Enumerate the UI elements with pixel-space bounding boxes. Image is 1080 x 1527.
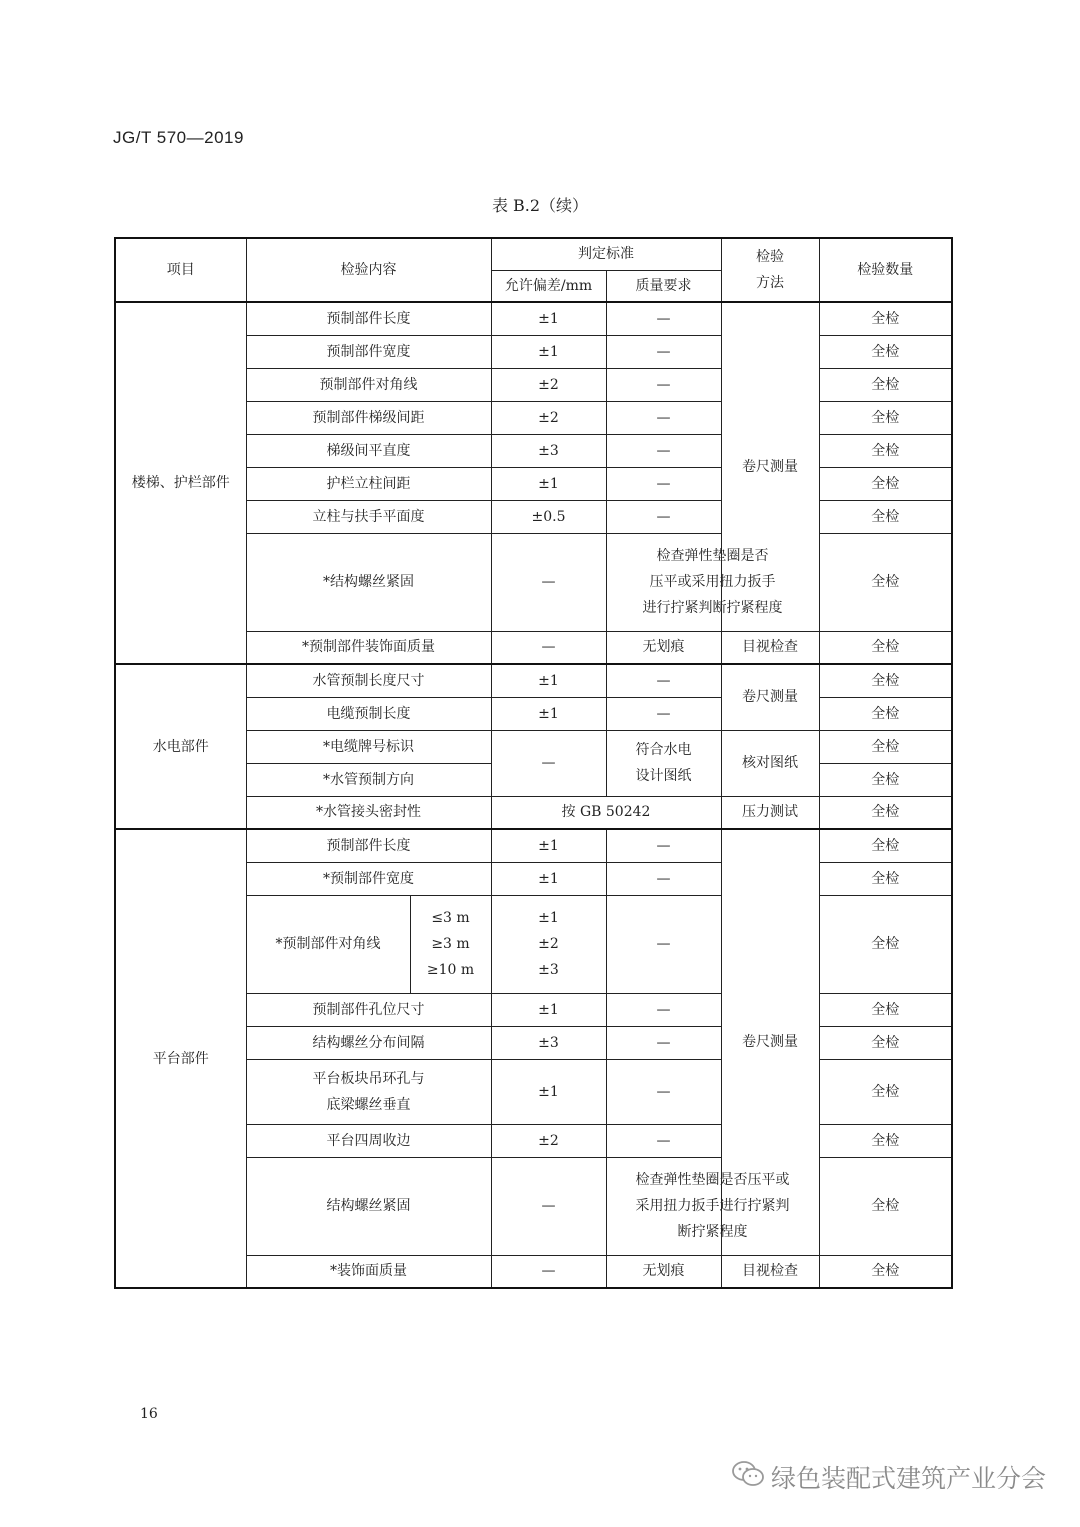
quality-line: 采用扭力扳手进行拧紧判 — [635, 1198, 790, 1214]
quality-cell — [606, 533, 819, 631]
quality-cell: — — [606, 895, 721, 993]
content-cell: 结构螺丝紧固 — [246, 1157, 491, 1255]
content-cell: 预制部件梯级间距 — [246, 401, 491, 434]
tolerance-line: ±2 — [538, 936, 559, 952]
quantity-cell: 全检 — [819, 500, 952, 533]
content-cell: *装饰面质量 — [246, 1255, 491, 1288]
criteria-cell: 按 GB 50242 — [491, 796, 721, 829]
quality-cell — [606, 730, 721, 796]
content-cell: *预制部件对角线 — [246, 895, 410, 993]
tolerance-cell: — — [491, 1255, 606, 1288]
quality-cell: — — [606, 401, 721, 434]
quality-cell: — — [606, 500, 721, 533]
quality-line: 进行拧紧判断拧紧程度 — [642, 600, 783, 616]
quality-line: 符合水电 — [635, 742, 692, 758]
content-cell: *预制部件宽度 — [246, 862, 491, 895]
range-line: ≤3 m — [431, 910, 470, 926]
quality-line: 检查弹性垫圈是否压平或 — [635, 1172, 790, 1188]
quantity-cell: 全检 — [819, 533, 952, 631]
tolerance-cell — [491, 895, 606, 993]
quantity-cell: 全检 — [819, 368, 952, 401]
quality-cell: — — [606, 1059, 721, 1124]
content-cell — [246, 1059, 491, 1124]
quality-cell: — — [606, 302, 721, 335]
method-cell: 压力测试 — [721, 796, 819, 829]
content-cell: 预制部件长度 — [246, 829, 491, 862]
table-title: 表 B.2（续） — [491, 196, 589, 215]
content-cell: *水管接头密封性 — [246, 796, 491, 829]
quality-line: 压平或采用扭力扳手 — [649, 574, 776, 590]
quantity-cell: 全检 — [819, 763, 952, 796]
range-cell — [410, 895, 491, 993]
group-stairs: 楼梯、护栏部件 — [115, 302, 246, 664]
method-cell: 卷尺测量 — [721, 302, 819, 631]
tolerance-cell: ±2 — [491, 1124, 606, 1157]
watermark — [731, 1459, 1046, 1495]
quality-cell: — — [606, 1026, 721, 1059]
header-criteria: 判定标准 — [491, 238, 721, 270]
content-cell: 护栏立柱间距 — [246, 467, 491, 500]
standard-code: JG/T 570—2019 — [113, 128, 244, 147]
quantity-cell: 全检 — [819, 1255, 952, 1288]
quality-cell — [606, 1157, 819, 1255]
tolerance-line: ±1 — [538, 910, 559, 926]
range-line: ≥3 m — [431, 936, 470, 952]
content-cell: 电缆预制长度 — [246, 697, 491, 730]
quality-cell: 无划痕 — [606, 631, 721, 664]
quantity-cell: 全检 — [819, 697, 952, 730]
tolerance-cell: ±1 — [491, 467, 606, 500]
quality-cell: — — [606, 862, 721, 895]
content-cell: 预制部件长度 — [246, 302, 491, 335]
method-cell: 卷尺测量 — [721, 664, 819, 730]
tolerance-cell: ±1 — [491, 302, 606, 335]
quality-cell: — — [606, 993, 721, 1026]
quantity-cell: 全检 — [819, 401, 952, 434]
content-cell: 立柱与扶手平面度 — [246, 500, 491, 533]
tolerance-cell: ±1 — [491, 335, 606, 368]
page-number: 16 — [140, 1406, 158, 1422]
tolerance-cell: ±2 — [491, 368, 606, 401]
content-line: 底梁螺丝垂直 — [326, 1096, 411, 1113]
content-cell: 水管预制长度尺寸 — [246, 664, 491, 697]
method-cell: 目视检查 — [721, 631, 819, 664]
group-plumbing: 水电部件 — [115, 664, 246, 829]
quality-cell: — — [606, 829, 721, 862]
tolerance-cell: ±1 — [491, 993, 606, 1026]
quantity-cell: 全检 — [819, 993, 952, 1026]
quantity-cell: 全检 — [819, 862, 952, 895]
content-cell: *结构螺丝紧固 — [246, 533, 491, 631]
content-cell: *预制部件装饰面质量 — [246, 631, 491, 664]
header-method-text: 检验方法 — [756, 249, 784, 291]
tolerance-line: ±3 — [538, 962, 559, 978]
quantity-cell: 全检 — [819, 302, 952, 335]
quantity-cell: 全检 — [819, 1026, 952, 1059]
quality-line: 设计图纸 — [635, 768, 692, 784]
quality-cell: — — [606, 664, 721, 697]
quantity-cell: 全检 — [819, 1124, 952, 1157]
content-line: 平台板块吊环孔与 — [312, 1070, 425, 1087]
tolerance-cell: — — [491, 730, 606, 796]
tolerance-cell: — — [491, 1157, 606, 1255]
quantity-cell: 全检 — [819, 829, 952, 862]
header-content: 检验内容 — [246, 238, 491, 302]
quantity-cell: 全检 — [819, 796, 952, 829]
quality-cell: — — [606, 697, 721, 730]
header-item: 项目 — [115, 238, 246, 302]
content-cell: *电缆牌号标识 — [246, 730, 491, 763]
table-row — [115, 664, 952, 697]
wechat-icon — [731, 1460, 771, 1494]
quantity-cell: 全检 — [819, 434, 952, 467]
table-row — [115, 829, 952, 862]
tolerance-cell: — — [491, 631, 606, 664]
quantity-cell: 全检 — [819, 1059, 952, 1124]
header-method — [721, 238, 819, 302]
watermark-text: 绿色装配式建筑产业分会 — [770, 1464, 1046, 1493]
content-cell: 平台四周收边 — [246, 1124, 491, 1157]
tolerance-cell: ±1 — [491, 697, 606, 730]
quality-cell: — — [606, 1124, 721, 1157]
header-quality: 质量要求 — [606, 270, 721, 302]
quality-cell: — — [606, 434, 721, 467]
quantity-cell: 全检 — [819, 730, 952, 763]
tolerance-cell: ±1 — [491, 664, 606, 697]
method-cell: 目视检查 — [721, 1255, 819, 1288]
content-cell: 梯级间平直度 — [246, 434, 491, 467]
quality-line: 断拧紧程度 — [677, 1224, 748, 1240]
quantity-cell: 全检 — [819, 1157, 952, 1255]
quantity-cell: 全检 — [819, 335, 952, 368]
tolerance-cell: ±3 — [491, 434, 606, 467]
content-cell: 预制部件宽度 — [246, 335, 491, 368]
tolerance-cell: ±1 — [491, 829, 606, 862]
tolerance-cell: ±3 — [491, 1026, 606, 1059]
table-row — [115, 302, 952, 335]
quality-cell: — — [606, 368, 721, 401]
tolerance-cell: ±1 — [491, 862, 606, 895]
quality-cell: 无划痕 — [606, 1255, 721, 1288]
quantity-cell: 全检 — [819, 467, 952, 500]
group-platform: 平台部件 — [115, 829, 246, 1288]
quality-line: 检查弹性垫圈是否 — [656, 548, 769, 564]
quantity-cell: 全检 — [819, 895, 952, 993]
header-quantity: 检验数量 — [819, 238, 952, 302]
tolerance-cell: ±1 — [491, 1059, 606, 1124]
content-cell: *水管预制方向 — [246, 763, 491, 796]
content-cell: 预制部件孔位尺寸 — [246, 993, 491, 1026]
header-row — [115, 238, 952, 270]
tolerance-cell: — — [491, 533, 606, 631]
quality-cell: — — [606, 467, 721, 500]
tolerance-cell: ±0.5 — [491, 500, 606, 533]
inspection-table — [114, 237, 953, 1289]
tolerance-cell: ±2 — [491, 401, 606, 434]
content-cell: 预制部件对角线 — [246, 368, 491, 401]
quality-cell: — — [606, 335, 721, 368]
content-cell: 结构螺丝分布间隔 — [246, 1026, 491, 1059]
method-cell: 核对图纸 — [721, 730, 819, 796]
quantity-cell: 全检 — [819, 664, 952, 697]
header-tolerance: 允许偏差/mm — [491, 270, 606, 302]
method-cell: 卷尺测量 — [721, 829, 819, 1255]
quantity-cell: 全检 — [819, 631, 952, 664]
range-line: ≥10 m — [426, 962, 475, 978]
